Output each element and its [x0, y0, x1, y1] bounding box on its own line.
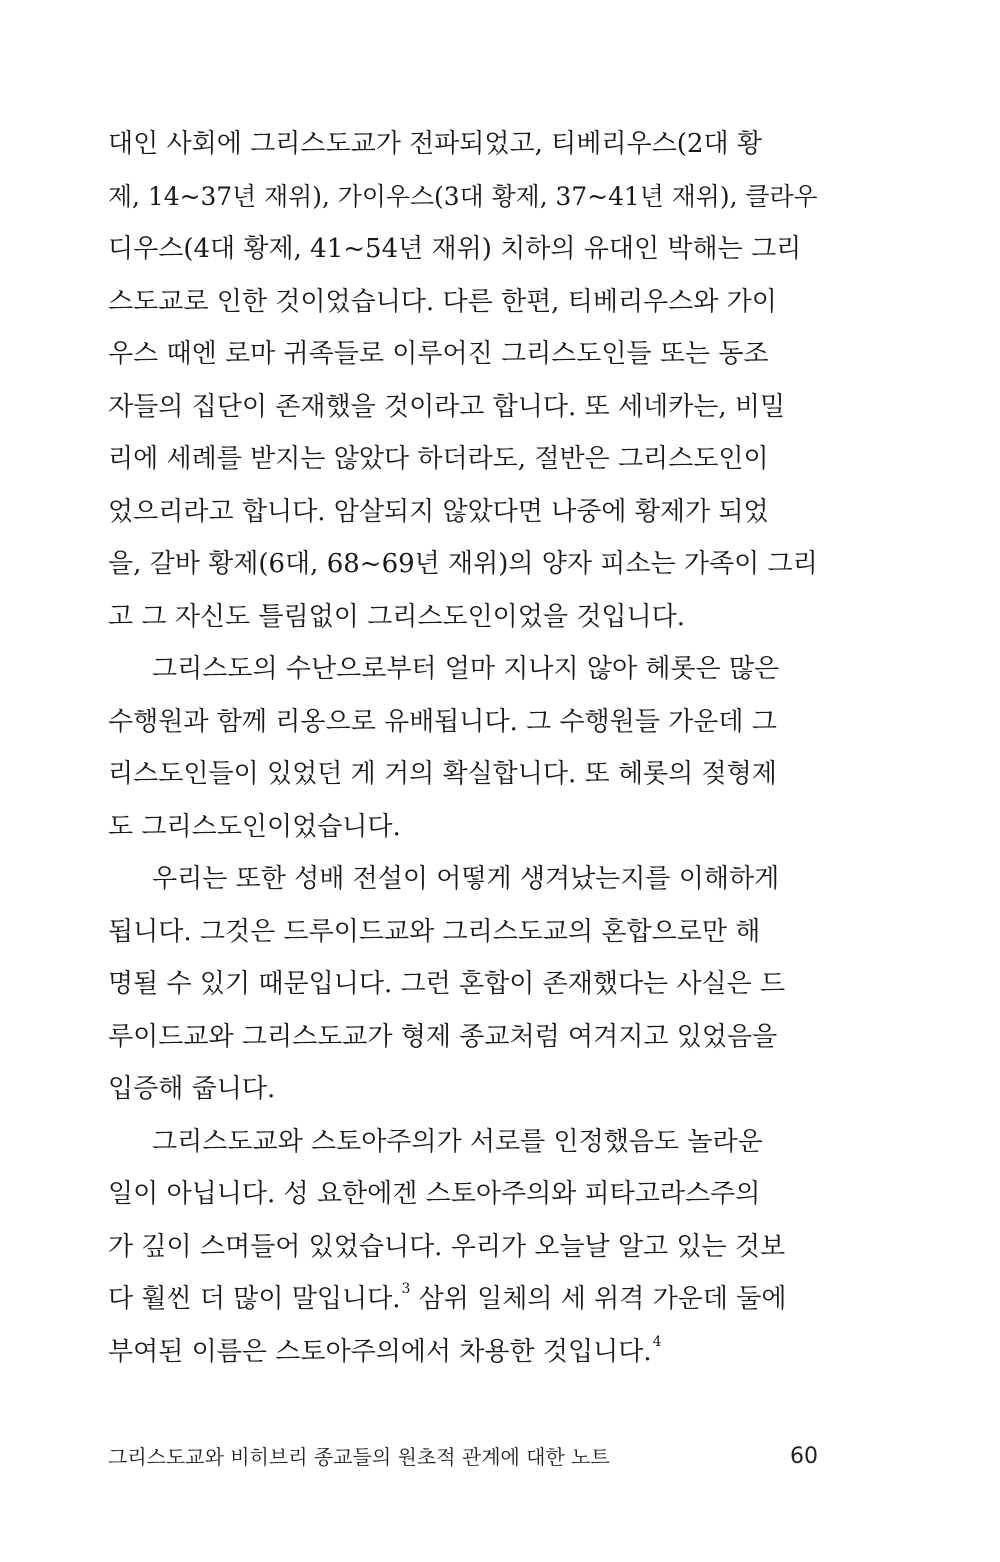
text-line: 됩니다. 그것은 드루이드교와 그리스도교의 혼합으로만 해 [108, 916, 761, 947]
text-line: 우스 때엔 로마 귀족들로 이루어진 그리스도인들 또는 동조 [108, 339, 769, 369]
page-footer [108, 1440, 818, 1474]
text-line: 명될 수 있기 때문입니다. 그런 혼합이 존재했다는 사실은 드 [108, 969, 786, 999]
text-line: 을, 갈바 황제(6대, 68~69년 재위)의 양자 피소는 가족이 그리 [108, 549, 818, 579]
text-line: 루이드교와 그리스도교가 형제 종교처럼 여겨지고 있었음을 [108, 1021, 778, 1052]
text-line: 그리스도의 수난으로부터 얼마 지나지 않아 헤롯은 많은 [152, 654, 780, 684]
text-line: 리스도인들이 있었던 게 거의 확실합니다. 또 헤롯의 젖형제 [108, 759, 777, 789]
text-line: 자들의 집단이 존재했을 것이라고 합니다. 또 세네카는, 비밀 [108, 391, 786, 422]
text-line: 가 깊이 스며들어 있었습니다. 우리가 오늘날 알고 있는 것보 [108, 1231, 786, 1262]
line-text-after: 삼위 일체의 세 위격 가운데 둘에 [410, 1284, 787, 1314]
running-title: 그리스도교와 비히브리 종교들의 원초적 관계에 대한 노트 [108, 1445, 610, 1469]
line-text: 부여된 이름은 스토아주의에서 차용한 것입니다. [108, 1336, 652, 1367]
page-number: 60 [790, 1444, 818, 1469]
text-line-with-footnote [108, 1273, 818, 1326]
text-line: 수행원과 함께 리옹으로 유배됩니다. 그 수행원들 가운데 그 [108, 706, 777, 737]
text-line: 그리스도교와 스토아주의가 서로를 인정했음도 놀라운 [152, 1126, 763, 1157]
text-line: 디우스(4대 황제, 41~54년 재위) 치하의 유대인 박해는 그리 [108, 234, 802, 264]
footnote-marker[interactable]: 3 [401, 1281, 411, 1297]
footnote-marker[interactable]: 4 [652, 1333, 662, 1350]
text-line-with-footnote [108, 1326, 818, 1379]
text-line: 우리는 또한 성배 전설이 어떻게 생겨났는지를 이해하게 [152, 864, 780, 894]
text-line: 도 그리스도인이었습니다. [108, 811, 401, 842]
text-line: 고 그 자신도 틀림없이 그리스도인이었을 것입니다. [108, 601, 686, 632]
text-line: 일이 아닙니다. 성 요한에겐 스토아주의와 피타고라스주의 [108, 1179, 761, 1209]
line-text: 다 훨씬 더 많이 말입니다. [108, 1284, 401, 1314]
text-line: 스도교로 인한 것이었습니다. 다른 한편, 티베리우스와 가이 [108, 286, 777, 317]
text-line: 리에 세례를 받지는 않았다 하더라도, 절반은 그리스도인이 [108, 444, 769, 474]
body-text [108, 118, 818, 1378]
text-line: 었으리라고 합니다. 암살되지 않았다면 나중에 황제가 되었 [108, 496, 769, 527]
text-line: 입증해 줍니다. [108, 1074, 276, 1104]
text-line: 대인 사회에 그리스도교가 전파되었고, 티베리우스(2대 황 [108, 129, 762, 159]
text-line: 제, 14~37년 재위), 가이우스(3대 황제, 37~41년 재위), 클라우 [108, 181, 818, 211]
